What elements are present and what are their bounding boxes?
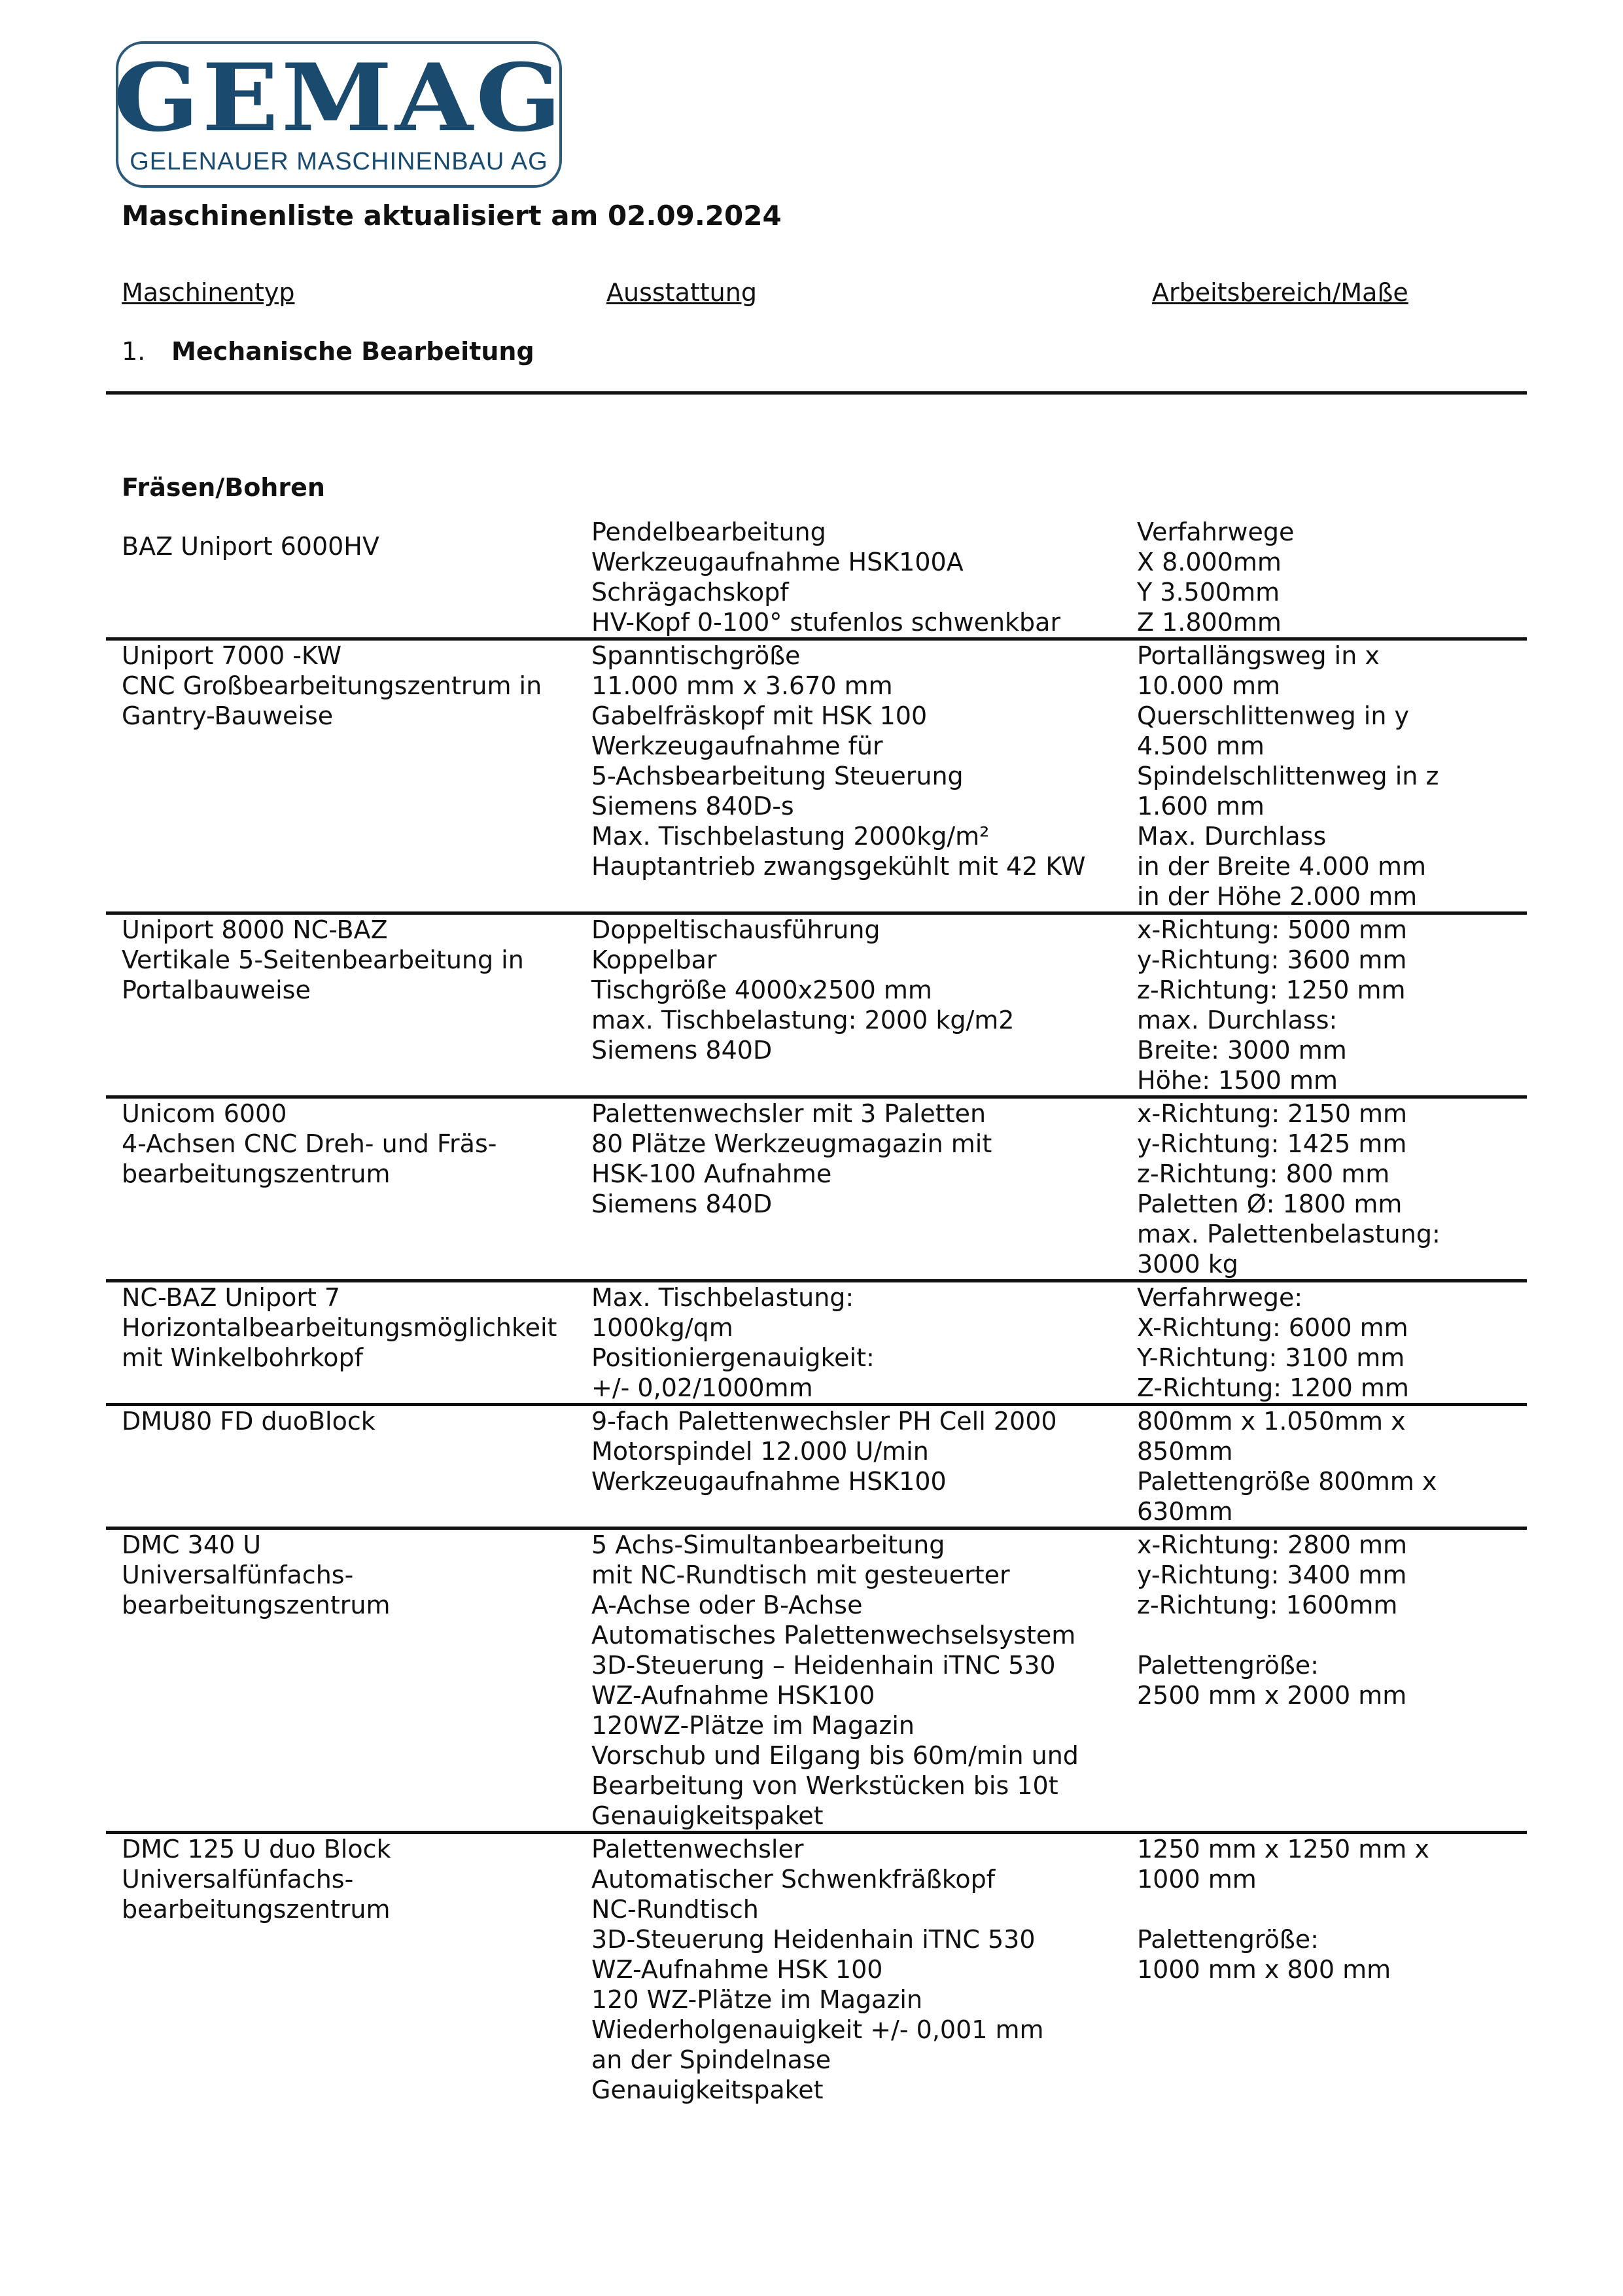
machine-equipment: Spanntischgröße 11.000 mm x 3.670 mm Gabelfräskopf mit HSK 100 Werkzeugaufnahme für 5-Achsbearbeitung Steuerung Siemens 840D-s Max. Tischbelastung 2000kg/m² Hauptantrieb zwangsgekühlt mit 42 KW <box>591 641 1086 881</box>
section-divider <box>106 391 1527 395</box>
machine-table <box>106 517 1527 2105</box>
machine-range: x-Richtung: 2150 mm y-Richtung: 1425 mm z-Richtung: 800 mm Paletten Ø: 1800 mm max. Palettenbelastung: 3000 kg <box>1137 1099 1440 1279</box>
section-number: 1. <box>122 337 146 366</box>
section-label: Mechanische Bearbeitung <box>171 337 534 366</box>
table-row <box>106 637 1527 911</box>
machine-range: 1250 mm x 1250 mm x 1000 mm Palettengröße: 1000 mm x 800 mm <box>1137 1835 1429 1984</box>
company-logo <box>113 41 565 188</box>
table-row <box>106 1095 1527 1279</box>
machine-range: 800mm x 1.050mm x 850mm Palettengröße 800mm x 630mm <box>1137 1407 1437 1526</box>
machine-type: Unicom 6000 4-Achsen CNC Dreh- und Fräs- bearbeitungszentrum <box>122 1099 497 1188</box>
machine-type: Uniport 8000 NC-BAZ Vertikale 5-Seitenbearbeitung in Portalbauweise <box>122 915 524 1004</box>
machine-range: Verfahrwege X 8.000mm Y 3.500mm Z 1.800mm <box>1137 518 1295 637</box>
machine-equipment: Max. Tischbelastung: 1000kg/qm Positioniergenauigkeit: +/- 0,02/1000mm <box>591 1283 875 1402</box>
subsection-heading: Fräsen/Bohren <box>122 473 325 502</box>
table-row <box>106 517 1527 637</box>
machine-equipment: Palettenwechsler Automatischer Schwenkfräßkopf NC-Rundtisch 3D-Steuerung Heidenhain iTNC 530 WZ-Aufnahme HSK 100 120 WZ-Plätze im Magazin Wiederholgenauigkeit +/- 0,001 mm an der Spindelnase Genauigkeitspaket <box>591 1835 1044 2104</box>
table-row <box>106 911 1527 1095</box>
machine-type: BAZ Uniport 6000HV <box>122 532 379 561</box>
table-row <box>106 1527 1527 1831</box>
machine-type: DMC 125 U duo Block Universalfünfachs- bearbeitungszentrum <box>122 1835 391 1924</box>
machine-type: DMC 340 U Universalfünfachs- bearbeitungszentrum <box>122 1530 391 1619</box>
machine-range: x-Richtung: 5000 mm y-Richtung: 3600 mm z-Richtung: 1250 mm max. Durchlass: Breite: 3000 mm Höhe: 1500 mm <box>1137 915 1408 1095</box>
machine-equipment: Palettenwechsler mit 3 Paletten 80 Plätze Werkzeugmagazin mit HSK-100 Aufnahme Siemens 840D <box>591 1099 992 1218</box>
table-row <box>106 1279 1527 1403</box>
machine-equipment: 9-fach Palettenwechsler PH Cell 2000 Motorspindel 12.000 U/min Werkzeugaufnahme HSK100 <box>591 1407 1057 1496</box>
machine-range: Portallängsweg in x 10.000 mm Querschlittenweg in y 4.500 mm Spindelschlittenweg in z 1.600 mm Max. Durchlass in der Breite 4.000 mm in der Höhe 2.000 mm <box>1137 641 1439 911</box>
section-heading <box>122 335 534 368</box>
machine-equipment: Pendelbearbeitung Werkzeugaufnahme HSK100A Schrägachskopf HV-Kopf 0-100° stufenlos schwenkbar <box>591 518 1061 637</box>
table-row <box>106 1831 1527 2105</box>
column-header-range: Arbeitsbereich/Maße <box>1152 278 1408 307</box>
machine-range: Verfahrwege: X-Richtung: 6000 mm Y-Richtung: 3100 mm Z-Richtung: 1200 mm <box>1137 1283 1409 1402</box>
machine-range: x-Richtung: 2800 mm y-Richtung: 3400 mm z-Richtung: 1600mm Palettengröße: 2500 mm x 2000 mm <box>1137 1530 1408 1710</box>
page-title: Maschinenliste aktualisiert am 02.09.2024 <box>122 200 782 232</box>
machine-type: NC-BAZ Uniport 7 Horizontalbearbeitungsmöglichkeit mit Winkelbohrkopf <box>122 1283 557 1372</box>
table-row <box>106 1403 1527 1527</box>
machine-type: DMU80 FD duoBlock <box>122 1407 375 1436</box>
machine-equipment: 5 Achs-Simultanbearbeitung mit NC-Rundtisch mit gesteuerter A-Achse oder B-Achse Automatisches Palettenwechselsystem 3D-Steuerung – Heidenhain iTNC 530 WZ-Aufnahme HSK100 120WZ-Plätze im Magazin Vorschub und Eilgang bis 60m/min und Bearbeitung von Werkstücken bis 10t Genauigkeitspaket <box>591 1530 1079 1830</box>
logo-name: GEMAG <box>113 44 565 152</box>
column-header-type: Maschinentyp <box>122 278 295 307</box>
machine-type: Uniport 7000 -KW CNC Großbearbeitungszentrum in Gantry-Bauweise <box>122 641 542 730</box>
column-header-equipment: Ausstattung <box>606 278 757 307</box>
machine-equipment: Doppeltischausführung Koppelbar Tischgröße 4000x2500 mm max. Tischbelastung: 2000 kg/m2 Siemens 840D <box>591 915 1015 1065</box>
logo-subtitle: GELENAUER MASCHINENBAU AG <box>130 148 548 175</box>
